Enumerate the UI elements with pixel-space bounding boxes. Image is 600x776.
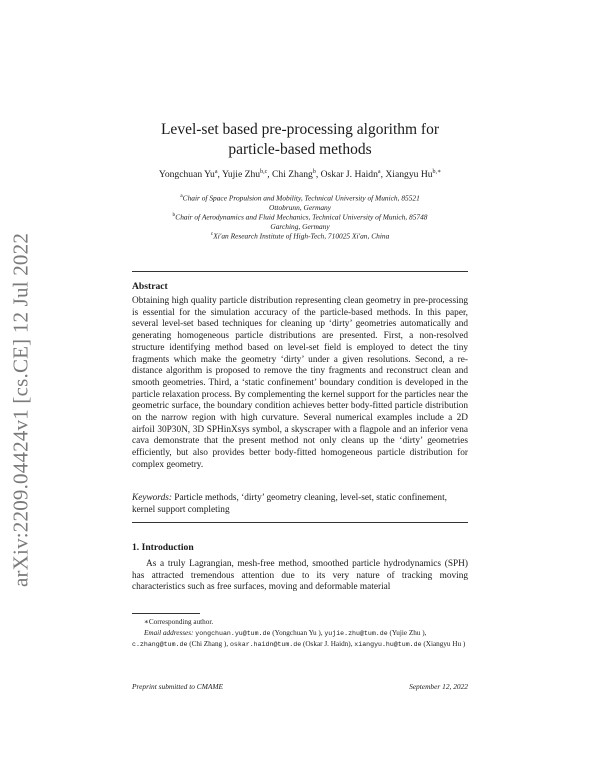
- affiliation-line: Chair of Space Propulsion and Mobility, Technical University of Munich, 85521: [182, 193, 420, 203]
- author-name: Chi Zhang: [272, 169, 313, 181]
- affiliation-line: Chair of Aerodynamics and Fluid Mechanics, Technical University of Munich, 85748: [175, 212, 428, 222]
- footnote-rule: [132, 613, 200, 614]
- footnote-corresponding: ∗Corresponding author.: [144, 618, 214, 626]
- abstract-bottom-rule: [132, 522, 468, 523]
- affiliation-line: Garching, Germany: [270, 222, 330, 232]
- author-affil-mark: b,c: [260, 169, 268, 175]
- footnote-emails: Email addresses: yongchuan.yu@tum.de (Yongchuan Yu ), yujie.zhu@tum.de (Yujie Zhu ), c.zhang@tum.de (Chi Zhang ), oskar.haidn@tum.de (Oskar J. Haidn), xiangyu.hu@tum.de (Xiangyu Hu ): [132, 628, 466, 648]
- keywords-label: Keywords:: [132, 493, 172, 503]
- email-link[interactable]: yujie.zhu@tum.de: [324, 629, 388, 637]
- arxiv-stamp-text: arXiv:2209.04424v1 [cs.CE] 12 Jul 2022: [8, 232, 33, 588]
- email-owner: (Chi Zhang ): [189, 640, 227, 648]
- preprint-note: Preprint submitted to CMAME: [132, 682, 224, 691]
- title-line-2: particle-based methods: [228, 141, 372, 158]
- author-name: Yongchuan Yu: [158, 169, 215, 181]
- author-affil-mark: b: [312, 169, 316, 175]
- affiliation-mark: c: [210, 231, 214, 237]
- email-owner: (Yongchuan Yu ): [272, 628, 321, 637]
- affiliation-mark: a: [180, 193, 183, 199]
- affiliation-line: Ottobrunn, Germany: [269, 203, 331, 213]
- author-affil-mark: a: [377, 169, 381, 175]
- affiliation-mark: b: [172, 212, 176, 218]
- arxiv-stamp: [4, 225, 38, 595]
- keywords: [132, 493, 468, 516]
- affiliation-c: [120, 229, 480, 241]
- footer-date: September 12, 2022: [409, 682, 468, 691]
- email-link[interactable]: oskar.haidn@tum.de: [229, 641, 302, 648]
- affiliation-line: Xi'an Research Institute of High-Tech, 710025 Xi'an, China: [213, 231, 390, 241]
- author-name: Xiangyu Hu: [385, 169, 433, 181]
- footnotes: [132, 617, 468, 651]
- email-owner: (Xiangyu Hu ): [423, 640, 466, 648]
- abstract-top-rule: [132, 271, 468, 272]
- email-label: Email addresses:: [144, 628, 194, 637]
- email-owner: (Yujie Zhu ): [389, 628, 425, 637]
- author-name: Yujie Zhu: [221, 169, 261, 181]
- intro-paragraph: As a truly Lagrangian, mesh-free method, smoothed particle hydrodynamics (SPH) has attracted tremendous attention due to its very nature of tracking moving characteristics such as free surfaces, moving and deformable material: [132, 559, 468, 593]
- author-list: Yongchuan Yu$^a$, Yujie Zhu$^{b,c}$, Chi Zhang$^b$, Oskar J. Haidn$^a$, Xiangyu $Hu^{b,∗}$: [158, 169, 442, 181]
- author-name: Oskar J. Haidn: [320, 169, 378, 181]
- abstract-text: Obtaining high quality particle distribution representing clean geometry in pre-processing is essential for the simulation accuracy of the particle-based methods. In this paper, several level-set based techniques for cleaning up ‘dirty’ geometries automatically and generating homogeneous particle distributions are presented. First, a non-resolved structure identifying method based on level-set field is employed to detect the tiny fragments which make the geometry ‘dirty’ under a given resolutions. Second, a re-distance algorithm is proposed to remove the tiny fragments and reconstruct clean and smooth geometries. Third, a ‘static confinement’ boundary condition is developed in the particle relaxation process. By complementing the kernel support for the particles near the geometric surface, the boundary condition achieves better body-fitted particle distribution on the narrow region with high curvature. Several numerical examples include a 2D airfoil 30P30N, 3D SPHinXsys symbol, a skyscraper with a flagpole and an inferior vena cava demonstrate that the present method not only cleans up the ‘dirty’ geometries efficiently, but also provides better body-fitted homogeneous particle distribution for complex geometry.: [132, 296, 468, 470]
- abstract-heading: Abstract: [132, 281, 168, 292]
- author-affil-mark: a: [214, 169, 218, 175]
- email-link[interactable]: yongchuan.yu@tum.de: [195, 629, 271, 637]
- email-owner: (Oskar J. Haidn): [302, 640, 351, 648]
- email-link[interactable]: c.zhang@tum.de: [132, 641, 188, 648]
- section-heading: 1. Introduction: [132, 542, 194, 553]
- title-line-1: Level-set based pre-processing algorithm for: [160, 121, 440, 138]
- author-affil-mark: b,∗: [432, 169, 442, 175]
- keywords-text: Particle methods, ‘dirty’ geometry cleaning, level-set, static confinement, kernel support completing: [132, 493, 447, 515]
- paper-title: [100, 120, 500, 160]
- email-link[interactable]: xiangyu.hu@tum.de: [354, 641, 422, 648]
